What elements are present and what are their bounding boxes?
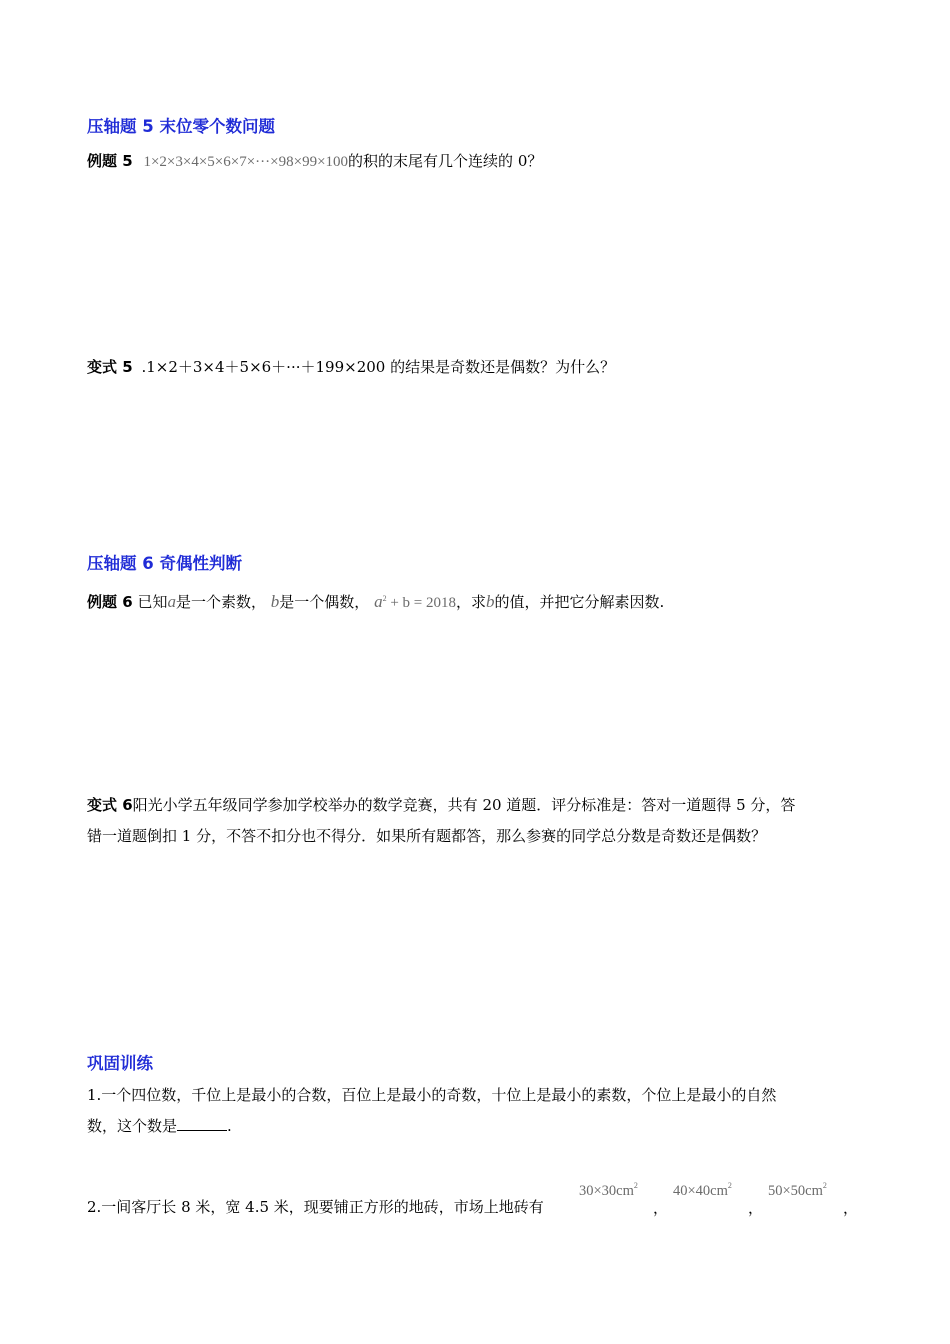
question-1-text: 数，这个数是 [87,1117,178,1135]
variant-6-line-2: 错一道题倒扣 1 分，不答不扣分也不得分．如果所有题都答，那么参赛的同学总分数是奇数还是偶数？ [87,827,767,845]
equation [374,592,456,611]
var-b: b [270,592,280,611]
var-b-2: b [486,592,495,611]
eq-var-a: a [374,592,383,611]
example-5-expression: 1×2×3×4×5×6×7×···×98×99×100 [143,154,349,170]
question-1-line-1: 1.一个四位数，千位上是最小的合数，百位上是最小的奇数，十位上是最小的素数，个位上是最小的自然 [87,1086,777,1104]
example-6-text-4: ，求 [455,593,486,611]
tile-size-3-exponent: 2 [822,1181,827,1190]
section-heading-5: 压轴题 5 末位零个数问题 [87,117,275,136]
tile-separator-3: ， [843,1199,859,1217]
example-6-text-2: 是一个素数， [175,593,266,611]
example-5-text: 的积的末尾有几个连续的 0？ [348,152,543,170]
tile-size-1-exponent: 2 [633,1181,638,1190]
variant-5-label: 变式 5 [87,358,133,376]
example-6-label: 例题 6 [87,593,133,611]
variant-6-label: 变式 6 [87,796,133,814]
variant-6-text-1: 阳光小学五年级同学参加学校举办的数学竞赛，共有 20 道题．评分标准是：答对一道题得 5 分，答 [132,796,796,814]
question-1-line-2 [87,1116,232,1136]
example-5 [87,151,542,172]
tile-size-1-base: 30×30cm [579,1183,634,1199]
tile-size-2-exponent: 2 [727,1181,732,1190]
example-5-label: 例题 5 [87,152,133,170]
eq-exponent: 2 [382,594,387,603]
tile-size-2-base: 40×40cm [673,1183,728,1199]
eq-rest: + b = 2018 [390,595,456,611]
variant-5-text: .1×2＋3×4＋5×6＋···＋199×200 的结果是奇数还是偶数？为什么？ [141,358,616,376]
tile-size-3 [768,1181,827,1200]
question-2-text: 2.一间客厅长 8 米，宽 4.5 米，现要铺正方形的地砖，市场上地砖有 [87,1198,544,1216]
tile-size-3-base: 50×50cm [768,1183,823,1199]
example-6-text-1: 已知 [137,593,168,611]
tile-size-2 [673,1181,732,1200]
practice-heading: 巩固训练 [87,1054,153,1073]
example-6 [87,589,664,613]
question-1-end: . [227,1117,232,1135]
example-6-text-5: 的值，并把它分解素因数. [494,593,665,611]
variant-6-line-1 [87,795,795,815]
var-a: a [167,592,176,611]
tile-separator-1: ， [653,1199,669,1217]
tile-separator-2: ， [748,1199,764,1217]
variant-5 [87,357,615,377]
answer-blank [177,1116,227,1131]
example-6-text-3: 是一个偶数， [279,593,370,611]
section-heading-6: 压轴题 6 奇偶性判断 [87,554,242,573]
tile-size-1 [579,1181,638,1200]
